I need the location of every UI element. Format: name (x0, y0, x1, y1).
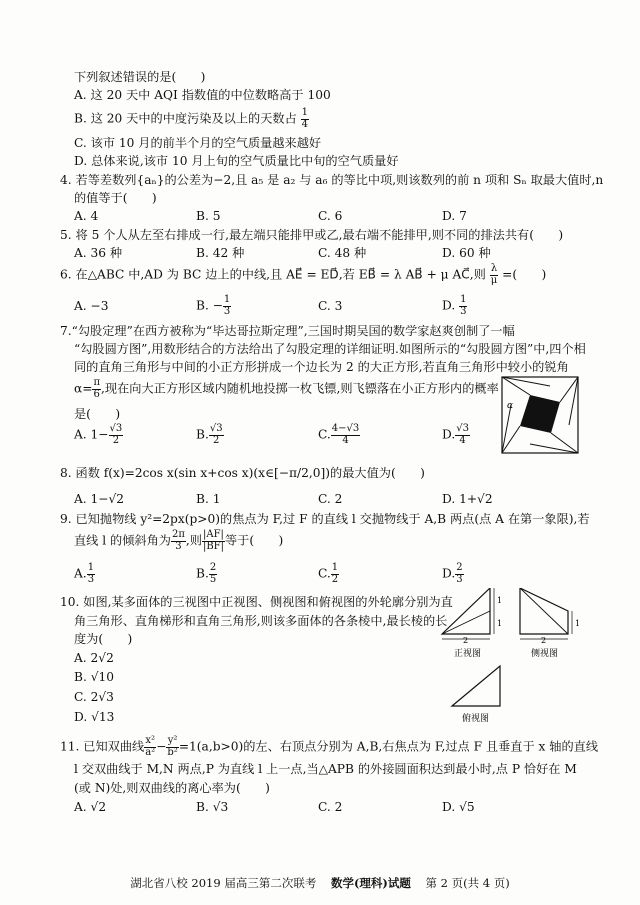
q6-option-b: B. − $\frac{1}{3}$ (196, 294, 231, 317)
q7-option-a: A. 1− $\frac{√3}{2}$ (74, 423, 123, 446)
q5-option-a: A. 36 种 (74, 246, 123, 260)
q9-option-b: B. $\frac{2}{5}$ (196, 562, 217, 585)
q11-stem-1: 11. 已知双曲线 $\frac{\text{x²}}{\text{a²}}$ − $\frac{\text{y²}}{\text{b²}}$ =1(a,b>0)的左、右顶点分别为 A,B,右焦点为 F,过点 F 且垂直于 x 轴的直线 (60, 735, 599, 758)
top-view (452, 666, 500, 724)
q3-option-d: D. 总体来说,该市 10 月上旬的空气质量比中旬的空气质量好 (74, 154, 399, 168)
q7-stem-5: 是( ) (74, 407, 121, 421)
q8-stem: 8. 函数 f(x)=2cos x(sin x+cos x)(x∈[−π/2,0])的最大值为( ) (60, 466, 425, 480)
q6-option-d: D. $\frac{1}{3}$ (442, 294, 467, 317)
q10-stem-2: 角三角形、直角梯形和直角三角形,则该多面体的各条棱中,最长棱的长 (74, 614, 448, 628)
svg-text:1: 1 (497, 596, 503, 605)
svg-text:2: 2 (541, 636, 547, 645)
q11-option-c: C. 2 (318, 800, 343, 814)
svg-text:1: 1 (575, 619, 581, 628)
q3-option-c: C. 该市 10 月的前半个月的空气质量越来越好 (74, 136, 322, 150)
q5-option-c: C. 48 种 (318, 246, 367, 260)
q7-stem-3: 同的直角三角形与中间的小正方形拼成一个边长为 2 的大正方形,若直角三角形中较小的锐角 (74, 360, 569, 374)
q9-option-c: C. $\frac{1}{2}$ (318, 562, 339, 585)
q7-option-d: D. $\frac{√3}{4}$ (442, 423, 469, 446)
three-views-figure (436, 588, 586, 726)
q10-option-a: A. 2√2 (74, 651, 114, 665)
q8-option-d: D. 1+√2 (442, 492, 493, 506)
q4-option-a: A. 4 (74, 209, 99, 223)
q7-stem-2: “勾股圆方图”,用数形结合的方法给出了勾股定理的详细证明.如图所示的“勾股圆方图”中,四个相 (74, 342, 586, 356)
footer-subject: 数学(理科)试题 (330, 876, 411, 890)
q3-option-b: B. 这 20 天中的中度污染及以上的天数占 $\frac{1}{4}$ (74, 107, 309, 130)
q11-stem-2: l 交双曲线于 M,N 两点,P 为直线 l 上一点,当△APB 的外接圆面积达到最小时,点 P 恰好在 M (74, 762, 577, 776)
q7-option-b: B. $\frac{√3}{2}$ (196, 423, 223, 446)
q10-stem-3: 度为( ) (74, 632, 133, 646)
q7-stem-4: α= $\frac{\pi}{6}$ ,现在向大正方形区域内随机地投掷一枚飞镖,则飞镖落在小正方形内的概率 (74, 377, 499, 400)
q9-stem-1: 9. 已知抛物线 y²=2px(p>0)的焦点为 F,过 F 的直线 l 交抛物线于 A,B 两点(点 A 在第一象限),若 (60, 512, 590, 526)
svg-text:2: 2 (463, 636, 469, 645)
q11-option-b: B. √3 (196, 800, 229, 814)
page-footer (0, 876, 640, 890)
side-view (520, 588, 580, 659)
q4-option-d: D. 7 (442, 209, 467, 223)
q11-stem-3: (或 N)处,则双曲线的离心率为( ) (74, 781, 270, 795)
q5-stem: 5. 将 5 个人从左至右排成一行,最左端只能排甲或乙,最右端不能排甲,则不同的排法共有( ) (60, 228, 564, 242)
q6-stem: 6. 在△ABC 中,AD 为 BC 边上的中线,且 AE⃗ = ED⃗,若 EB⃗ = λ AB⃗ + μ AC⃗,则 $\frac{\lambda}{\mu}$ =( ) (60, 263, 547, 286)
q7-option-c: C. $\frac{4-√3}{4}$ (318, 423, 360, 446)
q7-stem-1: 7.“勾股定理”在西方被称为“毕达哥拉斯定理”,三国时期吴国的数学家赵爽创制了一幅 (60, 324, 515, 338)
q5-option-d: D. 60 种 (442, 246, 491, 260)
q11-option-d: D. √5 (442, 800, 475, 814)
q4-stem-2: 的值等于( ) (74, 191, 157, 205)
side-view-label: 侧视图 (531, 649, 559, 659)
alpha-label: α (507, 401, 514, 411)
top-view-label: 俯视图 (462, 714, 490, 724)
q8-option-b: B. 1 (196, 492, 221, 506)
q10-option-d: D. √13 (74, 710, 115, 724)
q9-option-a: A. $\frac{1}{3}$ (74, 562, 95, 585)
q6-option-a: A. −3 (74, 299, 109, 313)
q5-option-b: B. 42 种 (196, 246, 245, 260)
q8-option-c: C. 2 (318, 492, 343, 506)
q10-option-b: B. √10 (74, 670, 114, 684)
q8-option-a: A. 1−√2 (74, 492, 125, 506)
fraction: $\frac{1}{4}$ (301, 107, 309, 130)
footer-page-number: 第 2 页(共 4 页) (425, 876, 510, 890)
q11-option-a: A. √2 (74, 800, 107, 814)
q3-stem-tail: 下列叙述错误的是( ) (74, 70, 206, 84)
q9-option-d: D. $\frac{2}{3}$ (442, 562, 463, 585)
q10-stem-1: 10. 如图,某多面体的三视图中正视图、侧视图和俯视图的外轮廓分别为直 (60, 595, 453, 609)
front-view-label: 正视图 (454, 649, 482, 659)
pythagorean-figure (501, 376, 579, 454)
q9-stem-2: 直线 l 的倾斜角为 $\frac{2\pi}{3}$ ,则 $\frac{|AF|}{|BF|}$ 等于( ) (74, 529, 284, 552)
svg-text:1: 1 (497, 619, 503, 628)
q4-stem: 4. 若等差数列{aₙ}的公差为−2,且 a₅ 是 a₂ 与 a₆ 的等比中项,则该数列的前 n 项和 Sₙ 取最大值时,n (60, 173, 604, 187)
q6-option-c: C. 3 (318, 299, 343, 313)
footer-exam-name: 湖北省八校 2019 届高三第二次联考 (130, 876, 317, 890)
front-view (442, 588, 502, 659)
q10-option-c: C. 2√3 (74, 690, 114, 704)
q3-option-a: A. 这 20 天中 AQI 指数值的中位数略高于 100 (74, 88, 331, 102)
q4-option-b: B. 5 (196, 209, 221, 223)
q4-option-c: C. 6 (318, 209, 343, 223)
